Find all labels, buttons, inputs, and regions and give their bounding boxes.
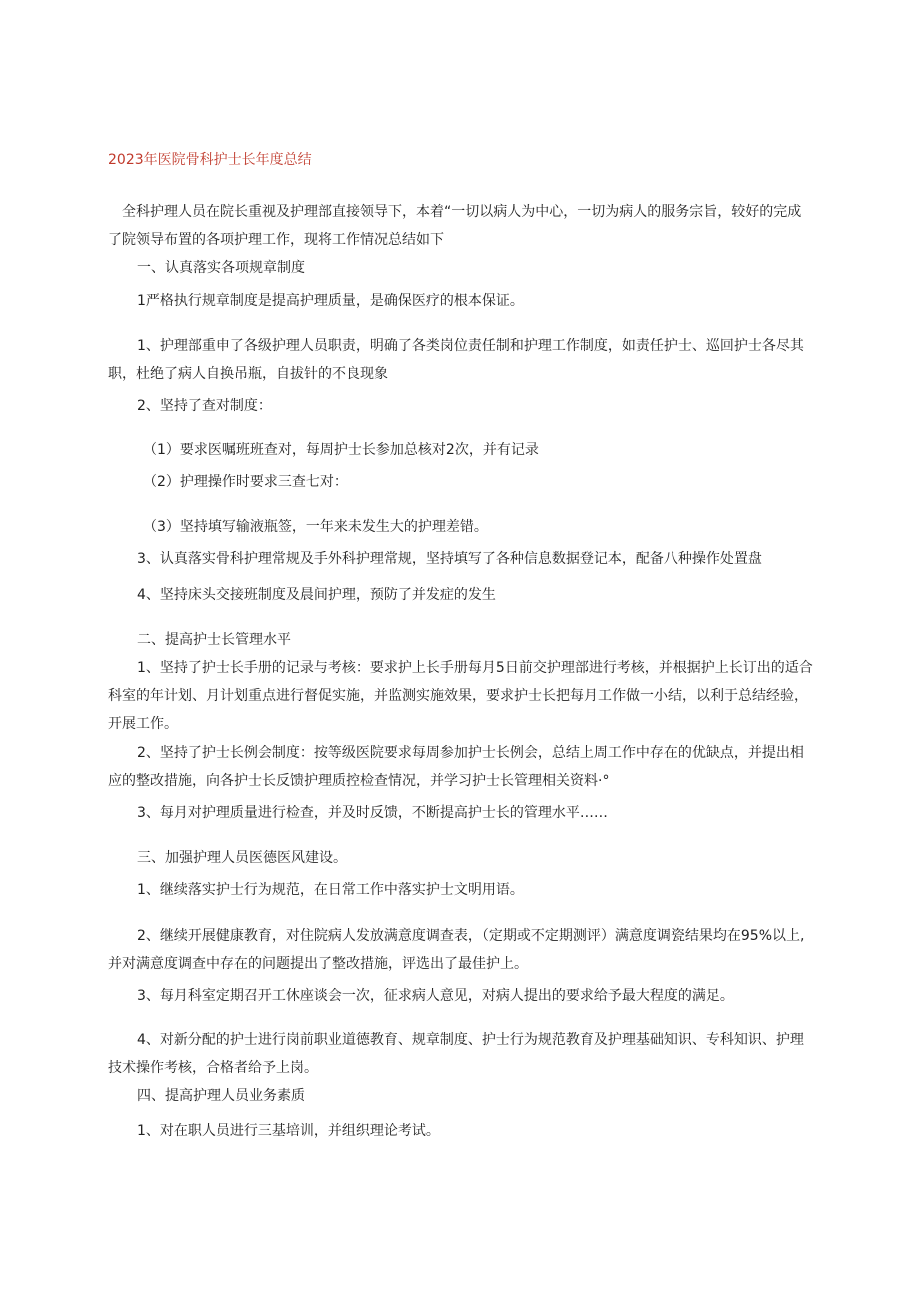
paragraph-line: 4、对新分配的护士进行岗前职业道德教育、规章制度、护士行为规范教育及护理基础知识、专科知识、护理	[137, 1032, 804, 1048]
paragraph-line: 3、每月科室定期召开工休座谈会一次，征求病人意见，对病人提出的要求给予最大程度的满足。	[137, 988, 734, 1004]
document-title: 2023年医院骨科护士长年度总结	[108, 152, 312, 168]
section-heading: 二、提高护士长管理水平	[137, 632, 291, 648]
paragraph-line: 2、坚持了查对制度：	[137, 398, 272, 414]
section-heading: 四、提高护理人员业务素质	[137, 1088, 305, 1104]
paragraph-line: 1、对在职人员进行三基培训，并组织理论考试。	[137, 1123, 440, 1139]
section-heading: 一、认真落实各项规章制度	[137, 260, 305, 276]
paragraph-line: 开展工作。	[108, 716, 178, 732]
paragraph-line: 技术操作考核，合格者给予上岗。	[108, 1060, 318, 1076]
paragraph-line: 全科护理人员在院长重视及护理部直接领导下，本着“一切以病人为中心，一切为病人的服务宗旨，较好的完成	[122, 204, 802, 220]
paragraph-line: 4、坚持床头交接班制度及晨间护理，预防了并发症的发生	[137, 587, 496, 603]
paragraph-line: 1、护理部重申了各级护理人员职责，明确了各类岗位责任制和护理工作制度，如责任护士、巡回护士各尽其	[137, 338, 804, 354]
paragraph-line: （1）要求医嘱班班查对，每周护士长参加总核对2次，并有记录	[143, 442, 539, 458]
paragraph-line: 1、坚持了护士长手册的记录与考核：要求护上长手册每月5日前交护理部进行考核，并根据护上长订出的适合	[137, 660, 813, 676]
paragraph-line: 科室的年计划、月计划重点进行督促实施，并监测实施效果，要求护士长把每月工作做一小结，以利于总结经验，	[108, 688, 808, 704]
paragraph-line: 职，杜绝了病人自换吊瓶，自拔针的不良现象	[108, 366, 388, 382]
paragraph-line: 并对满意度调查中存在的问题提出了整改措施，评选出了最佳护上。	[108, 956, 528, 972]
paragraph-line: 3、认真落实骨科护理常规及手外科护理常规，坚持填写了各种信息数据登记本，配备八种操作处置盘	[137, 551, 762, 567]
paragraph-line: 3、每月对护理质量进行检查，并及时反馈，不断提高护士长的管理水平……	[137, 805, 608, 821]
paragraph-line: 1、继续落实护士行为规范，在日常工作中落实护士文明用语。	[137, 882, 524, 898]
paragraph-line: 2、继续开展健康教育，对住院病人发放满意度调查表，（定期或不定期测评）满意度调瓷结果均在95%以上,	[137, 928, 805, 944]
paragraph-line: （3）坚持填写输液瓶签，一年来未发生大的护理差错。	[143, 519, 488, 535]
paragraph-line: 1严格执行规章制度是提高护理质量，是确保医疗的根本保证。	[137, 293, 524, 309]
paragraph-line: 了院领导布置的各项护理工作，现将工作情况总结如下	[108, 232, 444, 248]
section-heading: 三、加强护理人员医德医风建设。	[137, 850, 347, 866]
paragraph-line: 应的整改措施，向各护士长反馈护理质控检查情况，并学习护士长管理相关资料·°	[108, 773, 610, 789]
paragraph-line: 2、坚持了护士长例会制度：按等级医院要求每周参加护士长例会，总结上周工作中存在的优缺点，并提出相	[137, 745, 804, 761]
paragraph-line: （2）护理操作时要求三查七对：	[143, 474, 348, 490]
